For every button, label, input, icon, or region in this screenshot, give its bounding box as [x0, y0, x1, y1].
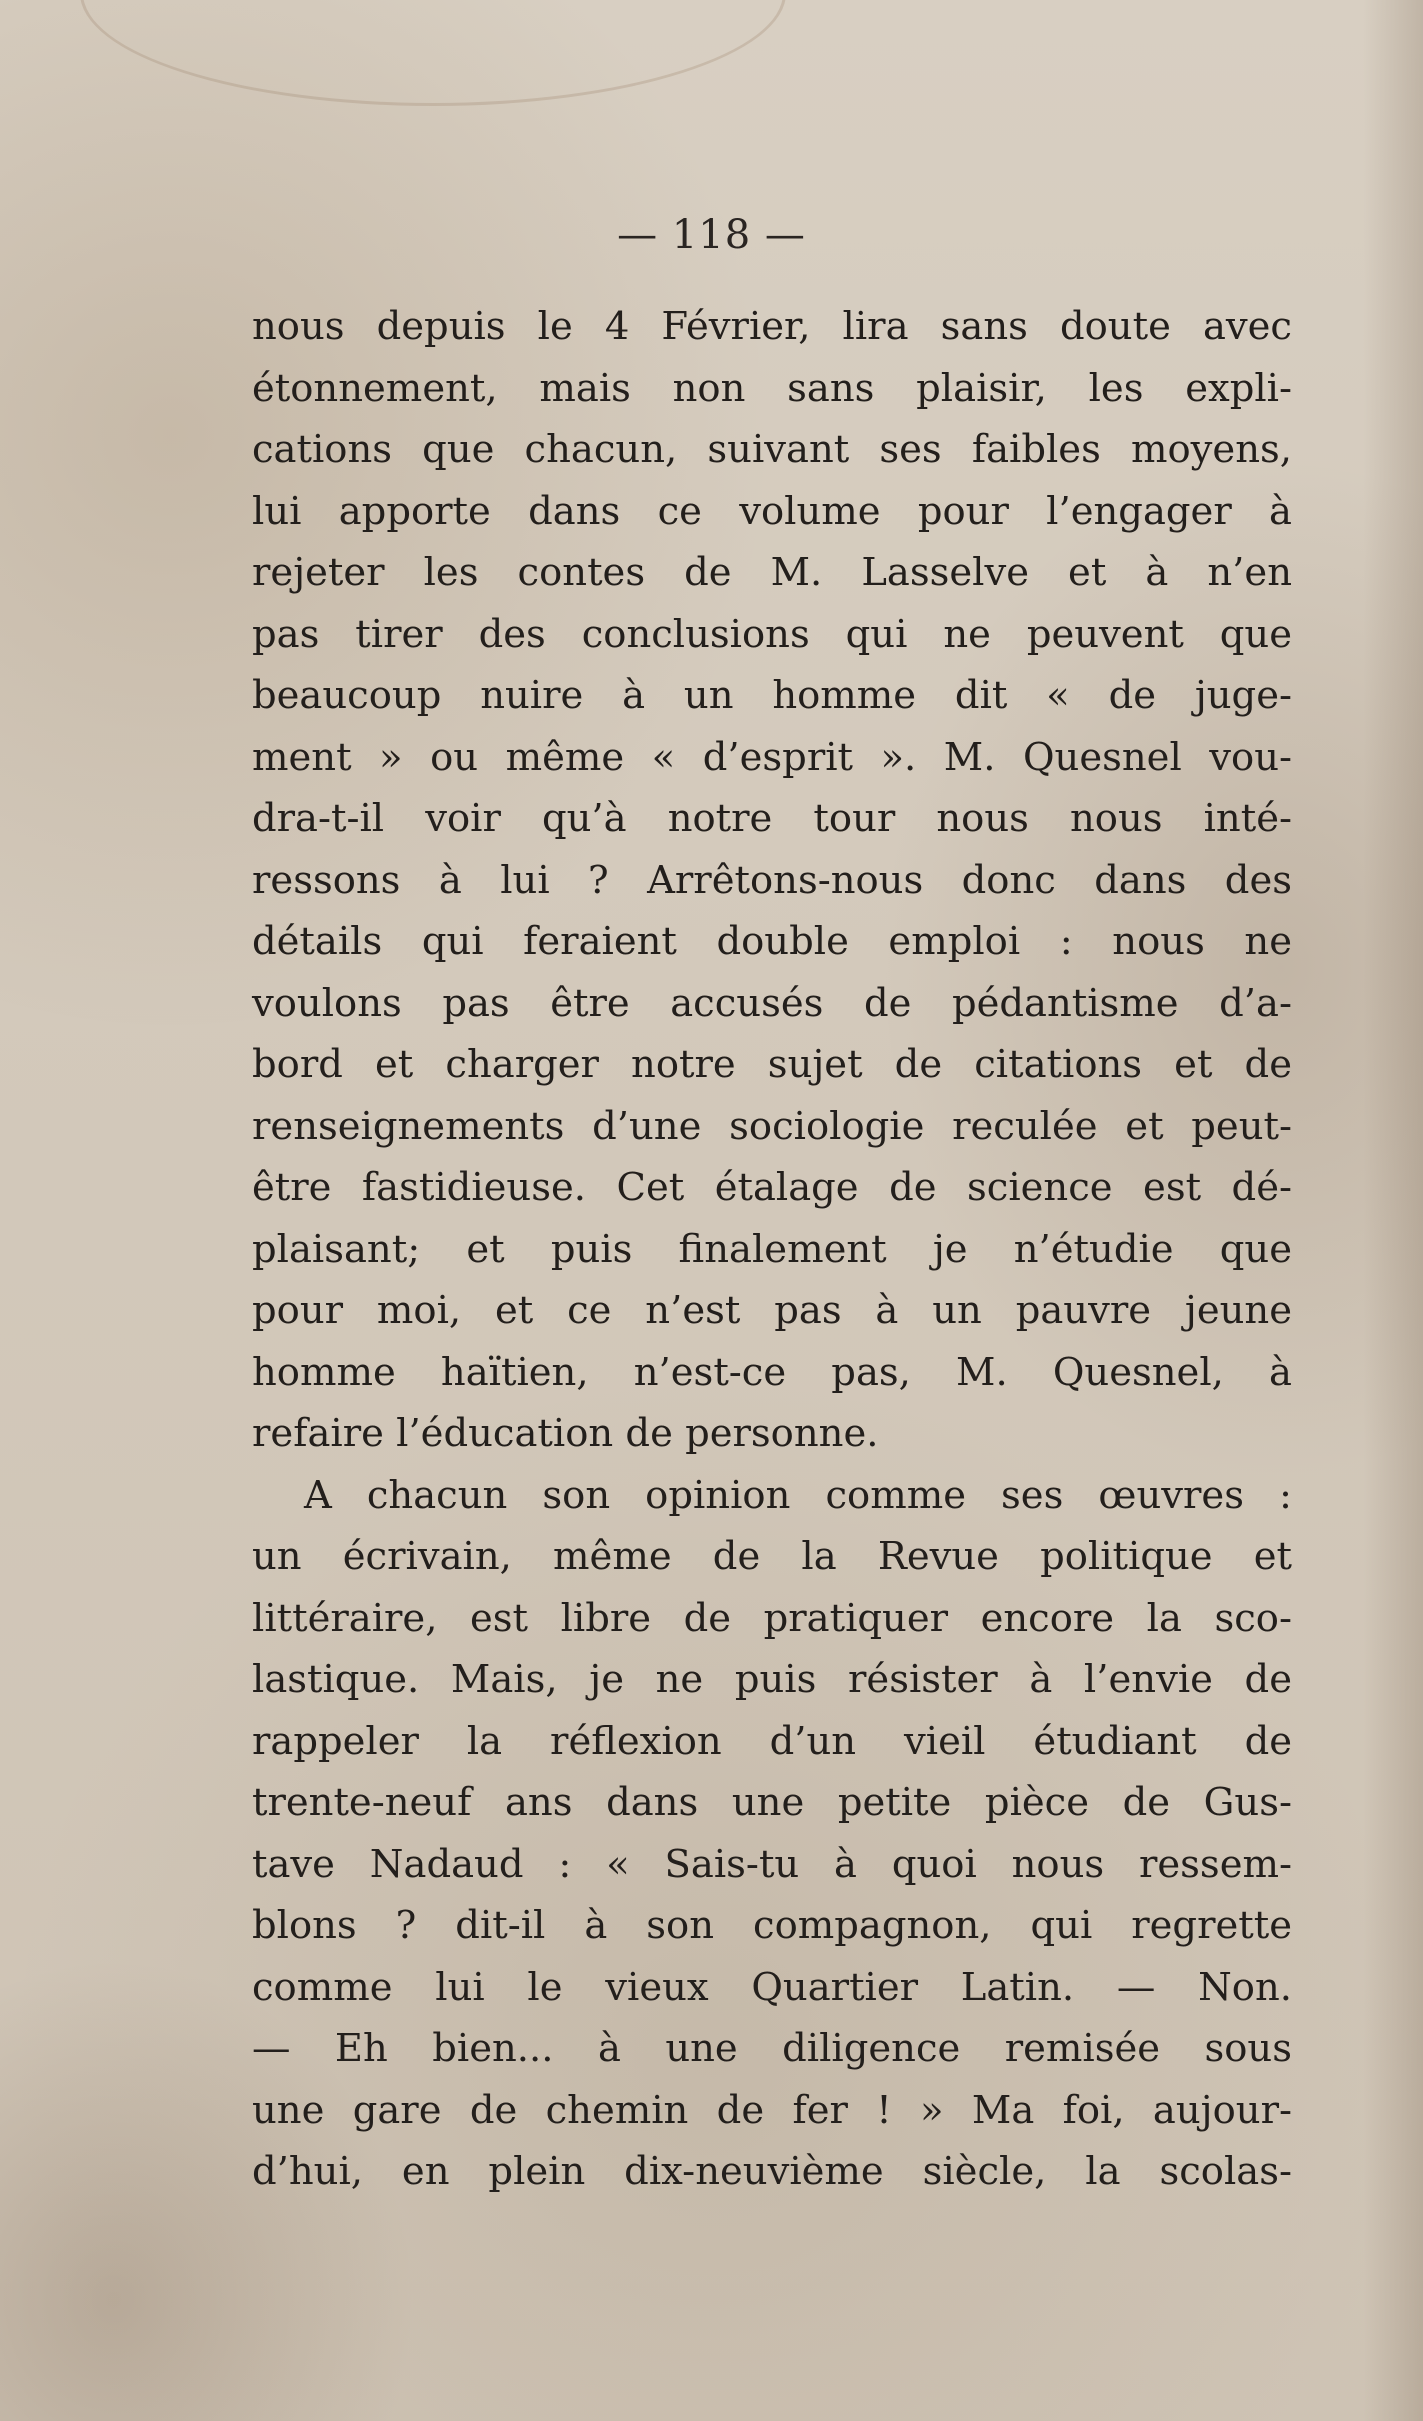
text-line: être fastidieuse. Cet étalage de science est dé- — [252, 1165, 1292, 1210]
text-line: ment » ou même « d’esprit ». M. Quesnel vou- — [252, 734, 1292, 780]
text-line: pas tirer des conclusions qui ne peuvent que — [252, 611, 1292, 657]
text-line: dra-t-il voir qu’à notre tour nous nous inté- — [252, 796, 1292, 841]
text-line: cations que chacun, suivant ses faibles moyens, — [252, 427, 1292, 472]
page-number: — 118 — — [617, 212, 806, 258]
text-line: rejeter les contes de M. Lasselve et à n’en — [252, 550, 1292, 595]
text-line: tave Nadaud : « Sais-tu à quoi nous ressem- — [252, 1841, 1292, 1887]
text-line: détails qui feraient double emploi : nous ne — [252, 919, 1292, 964]
text-line: rappeler la réflexion d’un vieil étudiant de — [252, 1718, 1292, 1764]
text-line: trente-neuf ans dans une petite pièce de Gus- — [252, 1780, 1292, 1825]
text-line: renseignements d’une sociologie reculée et peut- — [252, 1103, 1292, 1149]
text-line: — Eh bien... à une diligence remisée sous — [252, 2026, 1292, 2071]
text-line: voulons pas être accusés de pédantisme d’a- — [252, 980, 1292, 1026]
text-line: ressons à lui ? Arrêtons-nous donc dans des — [252, 857, 1292, 903]
text-line: comme lui le vieux Quartier Latin. — Non. — [252, 1964, 1292, 2010]
text-line: une gare de chemin de fer ! » Ma foi, aujour- — [252, 2087, 1292, 2133]
text-line: bord et charger notre sujet de citations et de — [252, 1042, 1292, 1087]
text-line: un écrivain, même de la Revue politique et — [252, 1534, 1292, 1579]
text-line: beaucoup nuire à un homme dit « de juge- — [252, 673, 1292, 718]
text-line: étonnement, mais non sans plaisir, les expli- — [252, 365, 1292, 411]
text-line: pour moi, et ce n’est pas à un pauvre jeune — [252, 1288, 1292, 1333]
text-line: lui apporte dans ce volume pour l’engager à — [252, 488, 1292, 534]
text-line: A chacun son opinion comme ses œuvres : — [304, 1472, 1292, 1518]
text-line: nous depuis le 4 Février, lira sans doute avec — [252, 304, 1292, 349]
text-line: blons ? dit-il à son compagnon, qui regrette — [252, 1903, 1292, 1948]
text-line: d’hui, en plein dix-neuvième siècle, la scolas- — [252, 2149, 1292, 2194]
body-text — [252, 296, 1292, 2203]
text-line: homme haïtien, n’est-ce pas, M. Quesnel, à — [252, 1349, 1292, 1395]
text-line: refaire l’éducation de personne. — [252, 1411, 879, 1456]
text-line: littéraire, est libre de pratiquer encore la sco- — [252, 1595, 1292, 1641]
text-line: plaisant; et puis finalement je n’étudie que — [252, 1226, 1292, 1272]
text-line: lastique. Mais, je ne puis résister à l’envie de — [252, 1657, 1292, 1702]
